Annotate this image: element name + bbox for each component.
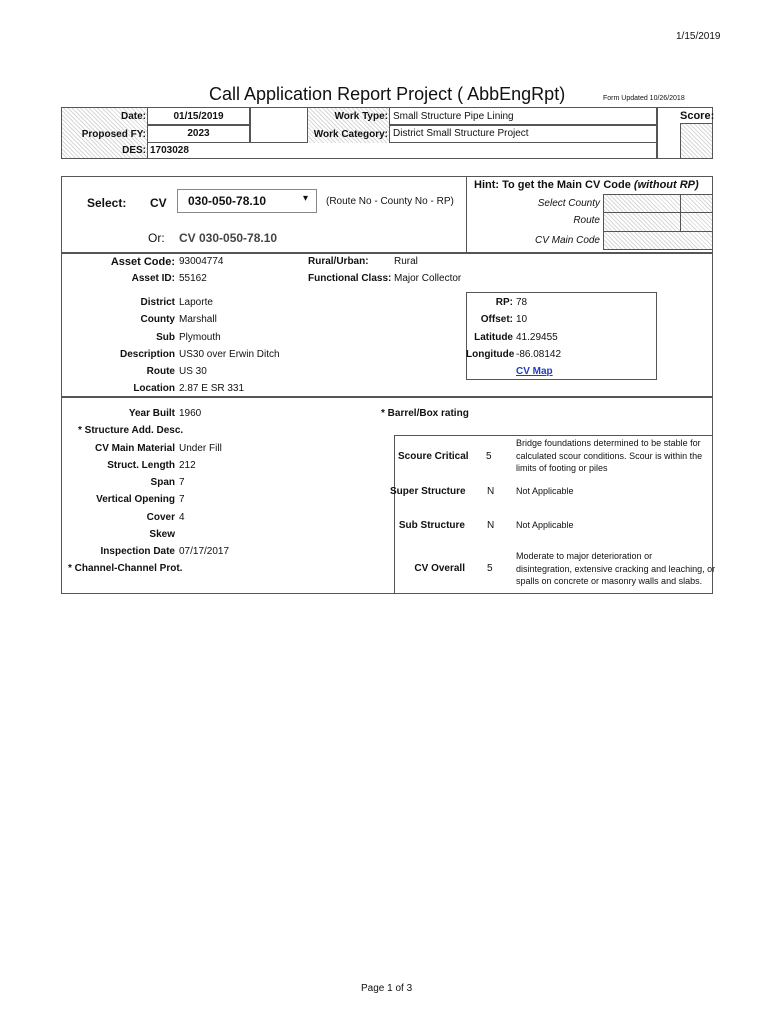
- longitude-value: -86.08142: [516, 349, 562, 360]
- vertical-opening-label: Vertical Opening: [96, 494, 175, 505]
- sub-value: Plymouth: [179, 332, 221, 343]
- proposed-fy-value: 2023: [187, 128, 210, 139]
- cv-main-code-label: CV Main Code: [534, 235, 600, 246]
- work-type-label: Work Type:: [334, 111, 388, 122]
- page-title: Call Application Report Project ( AbbEngRpt): [209, 84, 566, 104]
- or-label: Or:: [148, 231, 165, 245]
- main-material-value: Under Fill: [179, 443, 222, 454]
- cv-dropdown-value: 030-050-78.10: [188, 194, 267, 208]
- date-value: 01/15/2019: [173, 111, 224, 122]
- sub-label: Sub: [156, 332, 175, 343]
- rating-label: CV Overall: [414, 563, 465, 574]
- longitude-label: Longitude: [466, 349, 515, 360]
- work-category-label: Work Category:: [313, 129, 388, 140]
- chevron-down-icon[interactable]: ▾: [303, 193, 309, 204]
- rating-desc: Not Applicable: [516, 486, 574, 496]
- or-value: CV 030-050-78.10: [179, 231, 278, 245]
- score-label: Score:: [680, 110, 715, 122]
- channel-label: * Channel-Channel Prot.: [68, 563, 183, 574]
- functional-class-value: Major Collector: [394, 273, 462, 284]
- span-value: 7: [179, 477, 185, 488]
- latitude-value: 41.29455: [516, 332, 558, 343]
- print-date: 1/15/2019: [676, 31, 721, 42]
- vertical-opening-value: 7: [179, 494, 185, 505]
- hint-title: Hint: To get the Main CV Code (without RP): [474, 179, 699, 191]
- rating-value: N: [487, 486, 495, 497]
- work-category-value: District Small Structure Project: [393, 128, 529, 139]
- district-label: District: [140, 297, 175, 308]
- skew-label: Skew: [149, 529, 175, 540]
- rating-label: Sub Structure: [398, 520, 465, 531]
- year-built-label: Year Built: [128, 408, 175, 419]
- county-value: Marshall: [179, 314, 217, 325]
- cover-value: 4: [179, 512, 185, 523]
- rural-urban-value: Rural: [394, 256, 418, 267]
- rating-value: 5: [487, 563, 493, 574]
- date-label: Date:: [120, 111, 146, 122]
- rating-value: 5: [486, 451, 492, 462]
- latitude-label: Latitude: [474, 332, 513, 343]
- rating-desc: Bridge foundations determined to be stable for calculated scour conditions. Scour is within the limits of footing or piles: [516, 438, 703, 473]
- cv-dropdown[interactable]: [177, 189, 317, 213]
- asset-id-label: Asset ID:: [131, 273, 175, 284]
- route-value: US 30: [179, 366, 207, 377]
- rating-value: N: [487, 520, 495, 531]
- rp-label: RP:: [495, 297, 513, 308]
- county-label: County: [140, 314, 175, 325]
- proposed-fy-label: Proposed FY:: [81, 129, 146, 140]
- form-updated: Form Updated 10/26/2018: [603, 95, 685, 102]
- offset-value: 10: [516, 314, 528, 325]
- dropdown-hint: (Route No - County No - RP): [326, 196, 454, 207]
- cv-map-link[interactable]: CV Map: [516, 366, 553, 377]
- year-built-value: 1960: [179, 408, 202, 419]
- route-label: Route: [573, 215, 600, 226]
- add-desc-label: * Structure Add. Desc.: [78, 425, 184, 436]
- length-label: Struct. Length: [107, 460, 175, 471]
- description-label: Description: [119, 349, 175, 360]
- barrel-label: * Barrel/Box rating: [381, 408, 469, 419]
- des-value: 1703028: [150, 145, 189, 156]
- district-value: Laporte: [179, 297, 213, 308]
- inspection-date-value: 07/17/2017: [179, 546, 230, 557]
- route-field-label: Route: [146, 366, 175, 377]
- asset-id-value: 55162: [179, 273, 207, 284]
- select-county-label: Select County: [537, 198, 600, 209]
- select-type: CV: [150, 196, 167, 210]
- des-label: DES:: [122, 145, 146, 156]
- select-label: Select:: [87, 196, 127, 210]
- span-label: Span: [150, 477, 175, 488]
- offset-label: Offset:: [480, 314, 513, 325]
- location-value: 2.87 E SR 331: [179, 383, 245, 394]
- asset-code-label: Asset Code:: [110, 256, 175, 268]
- inspection-date-label: Inspection Date: [100, 546, 175, 557]
- description-value: US30 over Erwin Ditch: [179, 349, 280, 360]
- work-type-value: Small Structure Pipe Lining: [393, 111, 514, 122]
- length-value: 212: [179, 460, 196, 471]
- rating-label: Scoure Critical: [398, 451, 469, 462]
- location-label: Location: [133, 383, 175, 394]
- functional-class-label: Functional Class:: [308, 273, 392, 284]
- rural-urban-label: Rural/Urban:: [308, 256, 369, 267]
- page-footer: Page 1 of 3: [361, 983, 413, 994]
- cover-label: Cover: [146, 512, 175, 523]
- rp-value: 78: [516, 297, 528, 308]
- rating-label: Super Structure: [390, 486, 466, 497]
- asset-code-value: 93004774: [179, 256, 224, 267]
- rating-desc: Not Applicable: [516, 520, 574, 530]
- rating-desc: Moderate to major deterioration or disintegration, extensive cracking and leaching, or spalls on concrete or masonry walls and slabs.: [516, 551, 716, 586]
- main-material-label: CV Main Material: [94, 443, 175, 454]
